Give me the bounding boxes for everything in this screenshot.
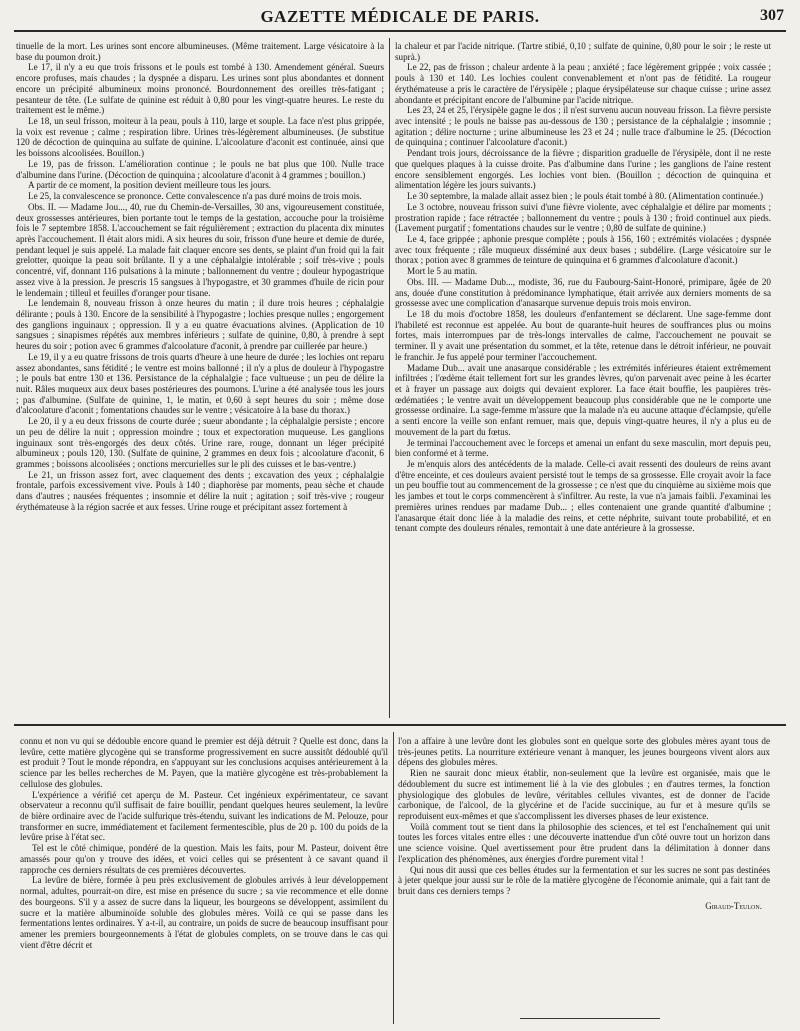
paragraph: Je terminai l'accouchement avec le forceps et amenai un enfant du sexe masculin, mort depuis peu, bien conformé et à terme. — [395, 437, 771, 459]
end-rule — [520, 1018, 660, 1019]
page-header — [14, 4, 786, 32]
paragraph: Rien ne saurait donc mieux établir, non-seulement que la levûre est organisée, mais que le dédoublement du sucre est intimement lié à la vie des globules ; en d'autres termes, la fonction physiologique des globules de levûre, véritables cellules vivantes, est de donner de l'acide carbonique, de l'alcool, de la glycérine et de l'acide succinique, au fur et à mesure qu'ils se reproduisent eux-mêmes et que s'accomplissent les diverses phases de leur existence. — [398, 768, 770, 822]
paragraph: la chaleur et par l'acide nitrique. (Tartre stibié, 0,10 ; sulfate de quinine, 0,80 pour le soir ; le reste ut suprà.) — [395, 41, 771, 62]
paragraph: Obs. III. — Madame Dub..., modiste, 36, rue du Faubourg-Saint-Honoré, primipare, âgée de 20 ans, douée d'une constitution à prédominance lymphatique, était arrivée aux derniers moments de sa grossesse avec une complication d'anasarque survenue depuis trois mois environ. — [395, 276, 771, 309]
article-column-bottom-left — [20, 736, 388, 1026]
paragraph: l'on a affaire à une levûre dont les globules sont en quelque sorte des globules mères ayant tous de très-jeunes petits. La nourriture extérieure venant à manquer, les jeunes bourgeons vivent alors aux dépens des globules mères. — [398, 736, 770, 768]
paragraph: L'expérience a vérifié cet aperçu de M. Pasteur. Cet ingénieux expérimentateur, ce savant observateur a reconnu qu'il suffisait de faire bouillir, pendant quelques heures seulement, la levûre de bière ordinaire avec de l'acide sulfurique très-étendu, suivant les indications de M. Pelouze, pour transformer en sucre, immédiatement et facilement fermentescible, plus de 20 p. 100 du poids de la levûre prise à l'état sec. — [20, 789, 388, 843]
paragraph: Obs. II. — Madame Jou..., 40, rue du Chemin-de-Versailles, 30 ans, vigoureusement constituée, deux grossesses antérieures, bien portante tout le temps de la gestation, accouche pour la troisième fois le 7 septembre 1858. L'accouchement se fait régulièrement ; extraction du placenta dix minutes après l'accouchement. Il était alors midi. A six heures du soir, frisson d'une heure et demie de durée, pendant lequel je suis appelé. La malade fait claquer encore ses dents, se plaint d'un froid qui la fait grelotter, quoique la peau soit brûlante. Il y a une céphalalgie intolérable ; soif très-vive ; pouls concentré, vif, donnant 116 pulsations à la minute ; ballonnement du ventre ; douleur hypogastrique assez vive à la pression. Je prescris 15 sangsues à l'hypogastre, et 30 grammes d'huile de ricin pour le lendemain ; tilleul et feuilles d'oranger pour tisane. — [16, 201, 384, 298]
paragraph: Le 18 du mois d'octobre 1858, les douleurs d'enfantement se déclarent. Une sage-femme dont l'habileté est reconnue est appelée. Au bout de quarante-huit heures de souffrances plus ou moins fortes, mais interrompues par de très-longs intervalles de calme, l'accouchement ne pouvait se terminer. Il y avait une présentation du sommet, et la tête, retenue dans le détroit inférieur, ne pouvait le franchir. Je fus appelé pour terminer l'accouchement. — [395, 308, 771, 362]
paragraph: Le 4, face grippée ; aphonie presque complète ; pouls à 156, 160 ; extrémités violacées ; dyspnée avec toux fréquente ; râle muqueux disséminé aux deux bases ; subdélire. (Large vésicatoire sur le thorax ; potion avec 8 grammes de teinture de quinquina et 6 grammes d'alcoolature d'aconit.) — [395, 233, 771, 266]
paragraph: Le lendemain 8, nouveau frisson à onze heures du matin ; il dure trois heures ; céphalalgie délirante ; pouls à 130. Encore de la sensibilité à l'hypogastre ; lochies presque nulles ; engorgement des ganglions inguinaux ; oppression. Il y a eu quatre évacuations alvines. (Application de 10 sangsues ; sinapismes répétés aux membres inférieurs ; sulfate de quinine, 0,80, à prendre à sept heures du soir ; potion avec 6 grammes d'alcoolature d'aconit, à prendre par cuillerée par heure.) — [16, 298, 384, 352]
paragraph: Le 22, pas de frisson ; chaleur ardente à la peau ; anxiété ; face légèrement grippée ; voix cassée ; pouls à 130 et 140. Les lochies coulent convenablement et n'ont pas de fétidité. La rougeur érythémateuse a pris le caractère de l'érysipèle ; plaque érysipélateuse sur chaque cuisse ; urine assez abondante et précipitant encore de l'albumine par l'acide nitrique. — [395, 62, 771, 105]
paragraph: Le 18, un seul frisson, moiteur à la peau, pouls à 110, large et souple. La face n'est plus grippée, la voix est revenue ; calme ; respiration libre. Urines très-légèrement albumineuses. (Je substitue 120 de décoction de quinquina au sulfate de quinine. L'alcoolature d'aconit est continuée, ainsi que les boissons alcoolisées. Bouillon.) — [16, 116, 384, 159]
paragraph: Voilà comment tout se tient dans la philosophie des sciences, et tel est l'enchaînement qui unit toutes les forces vitales entre elles : une découverte inattendue d'un côté ouvre tout un horizon dans une science voisine. Quel avertissement pour être prudent dans la délimitation à donner dans l'explication des phénomènes, aux énergies d'ordre purement vital ! — [398, 821, 770, 864]
paragraph: Je m'enquis alors des antécédents de la malade. Celle-ci avait ressenti des douleurs de reins avant d'être enceinte, et ces douleurs avaient persisté tout le temps de sa grossesse. Elle croyait avoir la face un peu bouffie tout au commencement de la grossesse ; ce n'est que du cinquième au sixième mois que les jambes et tout le corps commencèrent à s'infiltrer. Au reste, la vue n'a jamais faibli. J'examinai les premières urines rendues par madame Dub... ; elles contenaient une grande quantité d'albumine ; l'anasarque était donc liée à la maladie des reins, et cette néphrite, suivant toute probabilité, et en tenant compte des douleurs rénales, remontait à une date antérieure à la grossesse. — [395, 459, 771, 534]
paragraph: A partir de ce moment, la position devient meilleure tous les jours. — [28, 180, 272, 191]
column-divider-top — [389, 38, 390, 718]
paragraph: Le 19, pas de frisson. L'amélioration continue ; le pouls ne bat plus que 100. Nulle trace d'albumine dans l'urine. (Décoction de quinquina ; alcoolature d'aconit à 4 grammes ; bouillon.) — [16, 158, 384, 180]
paragraph: Les 23, 24 et 25, l'érysipèle gagne le dos ; il n'est survenu aucun nouveau frisson. La fièvre persiste avec intensité ; le pouls ne baisse pas au-dessous de 130 ; persistance de la céphalalgie ; insomnie ; agitation ; délire nocturne ; urine albumineuse les 23 et 24 ; nulle trace d'albumine le 25. (Décoction de quinquina ; continuer l'alcoolature d'aconit.) — [395, 105, 771, 148]
paragraph: Madame Dub... avait une anasarque considérable ; les extrémités inférieures étaient extrêmement infiltrées ; l'œdème était tellement fort sur les grandes lèvres, qu'on parvenait avec peine à les écarter et à frayer un passage aux doigts qui devaient explorer. La face était bouffie, les paupières très-œdématiées ; le ventre avait un développement beaucoup plus considérable que ne le comporte une grossesse ordinaire. La sage-femme m'assure que la malade n'a eu aucune attaque d'éclampsie, qu'elle a senti encore la veille son enfant remuer, mais que, depuis vingt-quatre heures, il n'y a plus eu de mouvement de la part du fœtus. — [395, 362, 771, 437]
paragraph: Le 25, la convalescence se prononce. Cette convalescence n'a pas duré moins de trois mois. — [28, 191, 362, 202]
author-signature: Giraud-Teulon. — [705, 900, 762, 911]
paragraph: connu et non vu qui se dédouble encore quand le premier est déjà détruit ? Quelle est donc, dans la levûre, cette matière glycogène qui se transforme progressivement en sucre aussitôt dédoublé qu'il est produit ? Tout le monde répondra, en s'appuyant sur les conclusions acquises antérieurement à la science par les belles recherches de M. Payen, que la matière glycogène est très-probablement la cellulose des globules. — [20, 736, 388, 789]
paragraph: Tel est le côté chimique, pondéré de la question. Mais les faits, pour M. Pasteur, doivent être amassés pour qu'on y trouve des idées, et voici celles qui se présentent à ce savant quand il rapproche ces derniers résultats de ces premières découvertes. — [20, 843, 388, 875]
paragraph: Le 19, il y a eu quatre frissons de trois quarts d'heure à une heure de durée ; les lochies ont reparu assez abondantes, sans fétidité ; le ventre est moins ballonné ; il n'y a plus de douleur à l'hypogastre ; le pouls bat entre 130 et 136. Persistance de la céphalalgie ; face vultueuse ; un peu de délire la nuit. Râles muqueux aux deux bases postérieures des poumons. L'urine a été analysée tous les jours ; pas d'albumine. (Sulfate de quinine, 1, le matin, et 0,60 à sept heures du soir ; même dose d'alcoolature d'aconit ; fomentations chaudes sur le ventre ; vésicatoire à la base du thorax.) — [16, 351, 384, 416]
paragraph: tinuelle de la mort. Les urines sont encore albumineuses. (Même traitement. Large vésicatoire à la base du poumon droit.) — [16, 41, 384, 62]
paragraph: Le 21, un frisson assez fort, avec claquement des dents ; excavation des yeux ; céphalalgie frontale, parfois excessivement vive. Pouls à 140 ; diaphorèse par moments, peau sèche et chaude dans d'autres ; nausées fréquentes ; insomnie et délire la nuit ; agitation ; soif très-vive ; rougeur érythémateuse à la région sacrée et aux fesses. Urine rouge et précipitant assez fortement à — [16, 469, 384, 512]
section-divider — [14, 724, 786, 726]
article-column-top-right — [395, 41, 771, 717]
paragraph: Le 17, il n'y a eu que trois frissons et le pouls est tombé à 130. Amendement général. Sueurs encore profuses, mais chaudes ; la dyspnée a disparu. Les urines sont plus abondantes et donnent encore un précipité albumineux moins prononcé. Bourdonnement des oreilles très-fatigant ; pesanteur de tête. (Le sulfate de quinine est réduit à 0,80 pour les vingt-quatre heures. Le reste du traitement est le même.) — [16, 62, 384, 116]
journal-title: GAZETTE MÉDICALE DE PARIS. — [260, 7, 540, 26]
paragraph: Pendant trois jours, décroissance de la fièvre ; disparition graduelle de l'érysipèle, dont il ne reste que quelques plaques à la cuisse droite. Pas d'albumine dans l'urine ; les ganglions de l'aine restent encore sensiblement engorgés. Les lochies vont bien. (Bouillon ; décoction de quinquina et alimentation légère les jours suivants.) — [395, 148, 771, 191]
paragraph: Mort le 5 au matin. — [407, 266, 478, 277]
paragraph: La levûre de bière, formée à peu près exclusivement de globules arrivés à leur développement normal, adultes, pourrait-on dire, est mise en présence du sucre ; sa vie recommence et elle donne des bourgeons. S'il y a assez de sucre dans la liqueur, les bourgeons se développent, assimilent du sucre et la matière albuminoïde soluble des globules mères. Voilà ce qui se passe dans les fermentations lentes ordinaires. Y a-t-il, au contraire, un poids de sucre de beaucoup insuffisant pour amener les premiers bourgeonnements à l'état de globules complets, on se trouve dans le cas qui vient d'être décrit et — [20, 875, 388, 950]
column-divider-bottom — [393, 732, 394, 1024]
article-column-top-left — [16, 41, 384, 717]
paragraph: Le 30 septembre, la malade allait assez bien ; le pouls était tombé à 80. (Alimentation continuée.) — [407, 191, 764, 202]
page-number: 307 — [760, 7, 784, 24]
paragraph: Le 3 octobre, nouveau frisson suivi d'une fièvre violente, avec céphalalgie et délire par moments ; prostration rapide ; face rétractée ; ballonnement du ventre ; pouls à 130 ; froid continuel aux pieds. (Lavement purgatif ; fomentations chaudes sur le ventre ; 0,80 de sulfate de quinine.) — [395, 201, 771, 234]
article-column-bottom-right — [398, 736, 770, 1026]
paragraph: Qui nous dit aussi que ces belles études sur la fermentation et sur les sucres ne sont pas destinées à jeter quelque jour aussi sur le rôle de la matière glycogène de l'économie animale, qui a fait tant de bruit dans ces derniers temps ? — [398, 864, 770, 897]
paragraph: Le 20, il y a eu deux frissons de courte durée ; sueur abondante ; la céphalalgie persiste ; encore un peu de délire la nuit ; oppression moindre ; toux et expectoration muqueuse. Les ganglions inguinaux sont très-engorgés des deux côtés. Urine rare, rouge, donnant un léger précipité albumineux ; pouls 120, 130. (Sulfate de quinine, 2 grammes en deux fois ; alcoolature d'aconit, 6 grammes ; boissons alcoolisées ; onctions mercurielles sur le pli des cuisses et le bas-ventre.) — [16, 416, 384, 470]
